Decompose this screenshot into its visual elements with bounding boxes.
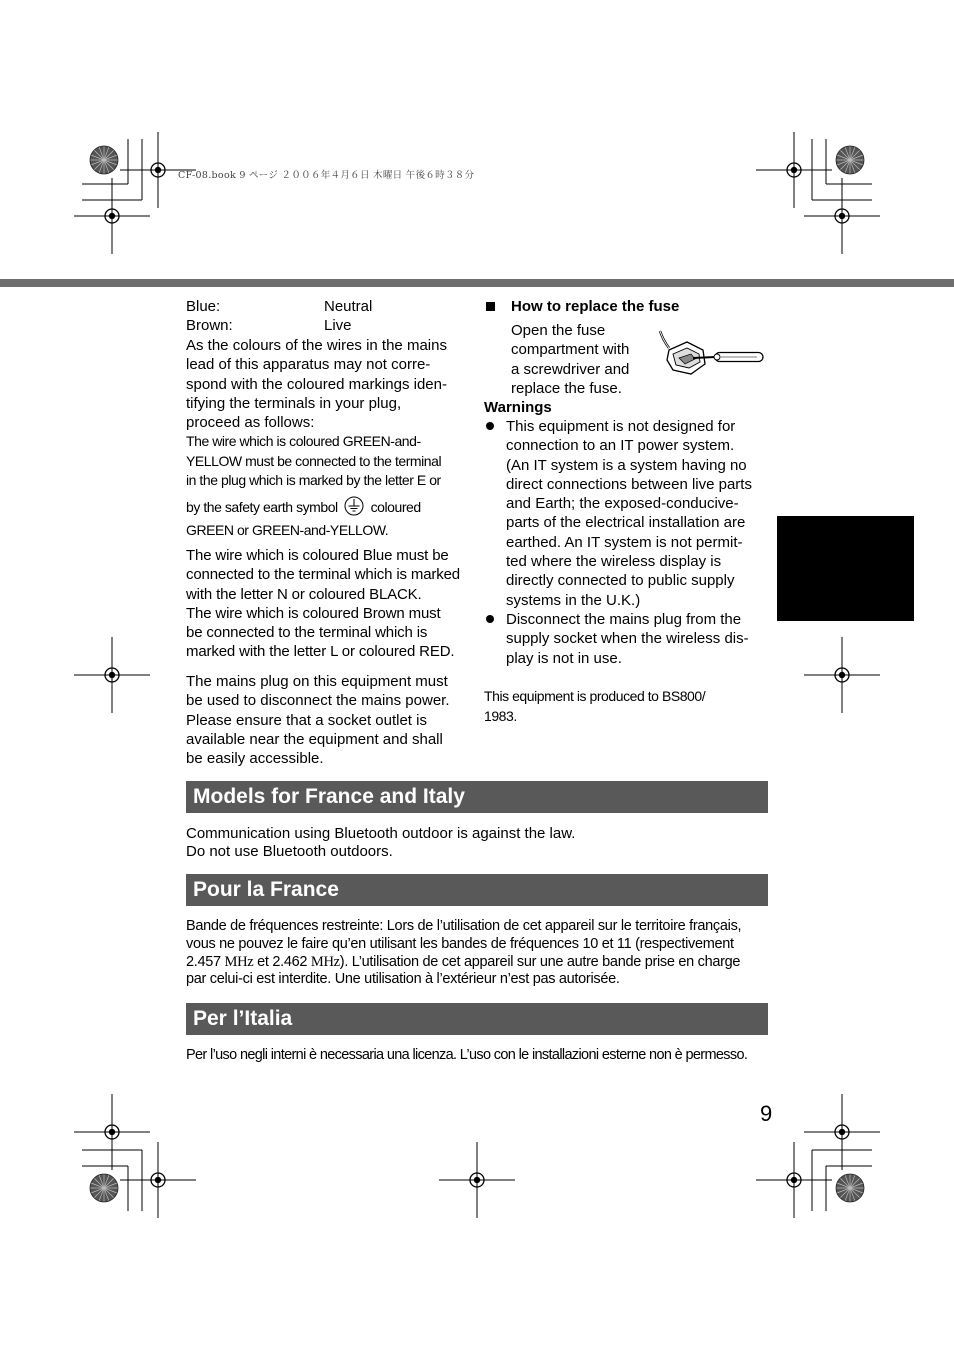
text-line: 1983. [484, 707, 517, 724]
text-line: Communication using Bluetooth outdoor is against the law. [186, 825, 576, 842]
text-line: available near the equipment and shall [186, 730, 443, 748]
text-line: lead of this apparatus may not corre- [186, 356, 431, 374]
text-line: with the letter N or coloured BLACK. [186, 585, 422, 603]
text-line: be easily accessible. [186, 750, 324, 768]
text-line [186, 496, 481, 522]
corner-starburst-bottom-left [90, 1174, 118, 1202]
text-line: This equipment is not designed for [506, 418, 736, 435]
corner-starburst-top-left [90, 146, 118, 174]
warnings-heading: Warnings [484, 399, 552, 416]
blue-brown-paragraph [186, 546, 481, 662]
warning-item [506, 417, 771, 610]
text-fragment: by the safety earth symbol [186, 498, 338, 515]
text-line: parts of the electrical installation are [506, 514, 746, 532]
wire-value: Live [324, 317, 352, 335]
text-line: direct connections between live parts [506, 475, 752, 493]
text-line: play is not in use. [506, 649, 622, 667]
wire-label: Blue: [186, 298, 221, 315]
text-line: (An IT system is a system having no [506, 456, 747, 474]
text-line: proceed as follows: [186, 414, 315, 432]
corner-starburst-top-right [836, 146, 864, 174]
wire-row [186, 316, 476, 335]
unit-mhz: MHz [224, 953, 254, 970]
section-heading-france-italy: Models for France and Italy [186, 781, 768, 813]
wire-row [186, 297, 476, 316]
mains-plug-paragraph [186, 672, 481, 768]
section-heading-italy: Per l’Italia [186, 1003, 768, 1035]
text-line: GREEN or GREEN-and-YELLOW. [186, 522, 389, 538]
text-line: ted where the wireless display is [506, 553, 722, 571]
wire-value: Neutral [324, 298, 373, 315]
text-fragment: coloured [370, 498, 421, 515]
text-fragment: ). L’utilisation de cet appareil sur une autre bande prise en charge [339, 953, 741, 970]
italy-text: Per l’uso negli interni è necessaria una licenza. L’uso con le installazioni esterne non è permesso. [186, 1047, 748, 1063]
text-line: The mains plug on this equipment must [186, 673, 448, 690]
text-line [186, 954, 776, 972]
text-line: The wire which is coloured GREEN-and- [186, 433, 421, 449]
warning-item [506, 610, 771, 668]
text-fragment: 2.457 [186, 953, 225, 970]
earth-symbol-icon [344, 496, 364, 522]
text-line: Open the fuse [511, 322, 606, 339]
text-line: vous ne pouvez le faire qu’en utilisant les bandes de fréquences 10 et 11 (respectivement [186, 935, 734, 952]
text-line: be used to disconnect the mains power. [186, 692, 450, 710]
text-line: The wire which is coloured Brown must [186, 604, 441, 622]
text-line: Do not use Bluetooth outdoors. [186, 842, 393, 860]
text-line: Disconnect the mains plug from the [506, 611, 742, 628]
text-line: marked with the letter L or coloured RED. [186, 643, 455, 661]
bs-standard-note [484, 687, 764, 726]
wire-table [186, 297, 476, 336]
text-line: YELLOW must be connected to the terminal [186, 452, 442, 469]
text-line: This equipment is produced to BS800/ [484, 688, 706, 704]
text-line: connected to the terminal which is marked [186, 566, 460, 584]
text-line: be connected to the terminal which is [186, 624, 428, 642]
text-line: The wire which is coloured Blue must be [186, 547, 449, 564]
section-heading-france: Pour la France [186, 874, 768, 906]
header-bar [0, 279, 954, 287]
france-italy-text [186, 825, 575, 860]
text-line: replace the fuse. [511, 379, 622, 397]
wire-label: Brown: [186, 317, 233, 335]
plug-screwdriver-illustration [657, 328, 767, 378]
text-line: earthed. An IT system is not permit- [506, 533, 743, 551]
text-line: supply socket when the wireless dis- [506, 630, 749, 648]
square-bullet-icon [486, 302, 495, 311]
text-line: a screwdriver and [511, 360, 630, 378]
chapter-tab [777, 516, 914, 621]
green-wire-paragraph [186, 432, 481, 541]
fuse-instructions [511, 321, 651, 398]
print-job-line: CF-08.book 9 ページ ２００６年４月６日 木曜日 午後６時３８分 [178, 170, 475, 181]
page-number: 9 [760, 1101, 773, 1126]
unit-mhz: MHz [310, 953, 340, 970]
bullet-dot-icon [486, 615, 494, 623]
fuse-heading: How to replace the fuse [511, 298, 680, 315]
corner-starburst-bottom-right [836, 1174, 864, 1202]
france-text [186, 918, 776, 989]
text-line: Please ensure that a socket outlet is [186, 711, 427, 729]
text-line: and Earth; the exposed-conducive- [506, 495, 739, 513]
text-line: tifying the terminals in your plug, [186, 394, 402, 412]
text-line: As the colours of the wires in the mains [186, 337, 447, 354]
bullet-dot-icon [486, 422, 494, 430]
text-line: Bande de fréquences restreinte: Lors de l’utilisation de cet appareil sur le territoire français, [186, 918, 742, 934]
text-line: in the plug which is marked by the letter E or [186, 472, 441, 488]
text-line: connection to an IT power system. [506, 437, 735, 455]
text-fragment: et 2.462 [253, 953, 311, 970]
text-line: directly connected to public supply [506, 572, 735, 590]
text-line: compartment with [511, 341, 630, 359]
text-line: spond with the coloured markings iden- [186, 375, 447, 393]
text-line: systems in the U.K.) [506, 591, 641, 609]
intro-paragraph [186, 336, 476, 432]
text-line: par celui-ci est interdite. Une utilisation à l’extérieur n’est pas autorisée. [186, 971, 620, 988]
